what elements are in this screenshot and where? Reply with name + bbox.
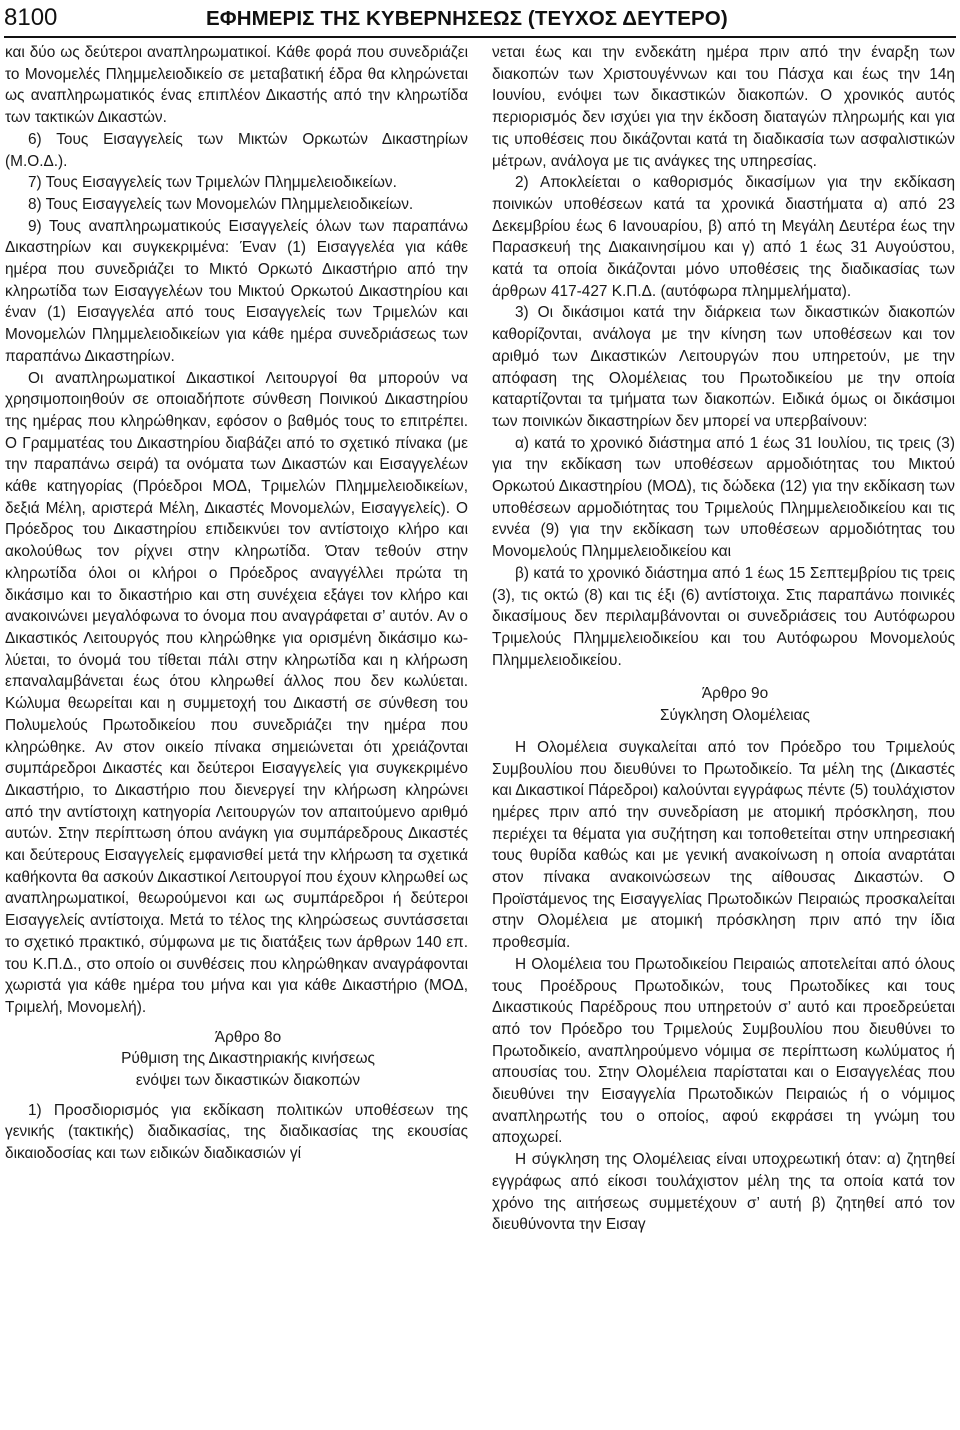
paragraph-substitute-judges: Οι αναπληρωματικοί Δικαστικοί Λειτουργοί θα μπορούν να χρησιμοποιηθούν σε οποιαδήποτε σύνθεση Ποινικού Δικαστηρίου της ημέρας που κληρώθηκαν, εφόσον ο βαθμός τους το επιτρέπει. Ο Γραμματέας του Δικαστηρίου διαβάζει από το σχετικό πίνακα (με την παραπάνω σειρά) τα ονόματα των Δικαστών και Εισαγγελέων κάθε κατηγορίας (Πρόεδροι ΜΟΔ, Τριμελών Πλημμελειοδικείων, δεξιά Μέλη, αριστερά Μέλη, Δικαστές Μονομελών, Εισαγγελείς). Ο Πρόεδρος του Δικαστηρίου επιδεικνύει τον αντίστοιχο κλήρο και ακολούθως τον ρίχνει στην κληρωτίδα. Όταν τεθούν στην κληρωτίδα όλοι οι κλήροι ο Πρόεδρος αναγγέλλει πρώτα τη δικάσιμο και το δικαστήριο και στη συνέχεια εξάγει τον κλήρο και ανακοινώνει μεγαλόφωνα το όνομα που αναγράφεται σ’ αυτόν. Αν ο Δικαστικός Λειτουργός που κληρώθηκε για ορισμένη δικάσιμο κωλύεται, το όνομά του τίθεται πάλι στην κληρωτίδα και η κλήρωση επαναλαμβάνεται έως ότου κληρωθεί άλλος που δεν κωλύεται. Κώλυμα θεωρείται και η συμμετοχή του Δικαστή σε σύνθεση του Πολυμελούς Πρωτοδικείου που συνεδριάζει την ημέρα που κληρώθηκε. Αν στον οικείο πίνακα σημειώνεται ότι χρειάζονται συμπάρεδροι Δικαστές και δεύτεροι Εισαγγελείς για συγκεκριμένο Δικαστήριο, το Δικαστήριο που διενεργεί την κλήρωση κληρώνει από την αντίστοιχη κατηγορία Λειτουργών τον απαιτούμενο αριθμό αυτών. Στην περίπτωση όπου ανάγκη για συμπάρεδρους Δικαστές και δεύτερους Εισαγγελείς εμφανισθεί μετά την κλήρωση τα σχετικά καθήκοντα θα ασκούν Δικαστικοί Λειτουργοί που έχουν κληρωθεί ως αναπληρωματικοί, θεωρούμενοι και ως συμπάρεδροι ή δεύτεροι Εισαγγελείς αντίστοιχα. Μετά το τέλος της κληρώσεως συντάσσεται το σχετικό πρακτικό, σύμφωνα με τις διατάξεις των άρθρων 140 επ. του Κ.Π.Δ., στο οποίο οι συνθέσεις που κληρώθηκαν αναγράφονται χωριστά για κάθε ημέρα του μήνα και για κάθε Δικαστήριο (ΜΟΔ, Τριμελή, Μονομελή). bbox=[5, 369, 468, 1016]
paragraph-continued: νεται έως και την ενδεκάτη ημέρα πριν από την έναρξη των διακοπών των Χριστουγέννων και του Πάσχα και έως την 14η Ιουνίου, ενόψει των δικαστικών διακοπών. Ο χρονικός αυτός περιορισμός δεν ισχύει για την έκδοση διαταγών πληρωμής και για τις υποθέσεις που δικάζονται κατά τη διαδικασία των ασφαλιστικών μέτρων, ανάλογα με τις ανάγκες της υπηρεσίας. bbox=[492, 44, 955, 170]
article-9-paragraph-2: Η Ολομέλεια του Πρωτοδικείου Πειραιώς αποτελείται από όλους τους Προέδρους Πρωτοδικών, τους Πρωτοδίκες και τους Δικαστικούς Παρέδρους που υπηρετούν σ’ αυτό και προεδρεύεται από τον Πρόεδρο του Τριμελούς Συμβουλίου που διευθύνει το Πρωτοδικείο, αναπληρούμενο νόμιμα σε περίπτωση κωλύματος ή απουσίας του. Στην Ολομέλεια παρίσταται και ο Εισαγγελέας που διευθύνει την Εισαγγελία Πρωτοδικών Πειραιώς ή ο νόμιμος αναπληρωτής του ο οποίος, αφού εκφράσει τη γνώμη του αποχωρεί. bbox=[492, 955, 955, 1147]
spacer bbox=[492, 727, 955, 737]
spacer bbox=[492, 671, 955, 683]
article-8-paragraph-3b: β) κατά το χρονικό διάστημα από 1 έως 15 Σεπτεμβρίου τις τρεις (3), τις οκτώ (8) και τις έξι (6) αντίστοιχα. Στις παραπάνω ποινικές δικασίμους δεν περιλαμβάνονται οι συνεδριάσεις του Αυτόφωρου Τριμελούς Πλημμελειοδικείου και του Αυτόφωρου Μονομελούς Πλημμελειοδικείου. bbox=[492, 564, 955, 669]
spacer bbox=[5, 1019, 468, 1027]
article-8-paragraph-2: 2) Αποκλείεται ο καθορισμός δικασίμων για την εκδίκαση ποινικών υποθέσεων κατά τα χρονικά διαστήματα α) από 23 Δεκεμβρίου έως 6 Ιανουαρίου, β) από τη Μεγάλη Δευτέρα έως την Παρασκευή της Διακαινησίμου και γ) από 1 έως 31 Αυγούστου, κατά τα οποία δικάζονται μόνο υποθέσεις της διαδικασίας των άρθρων 417-427 Κ.Π.Δ. (αυτόφωρα πλημμελήματα). bbox=[492, 174, 955, 300]
spacer bbox=[5, 1092, 468, 1100]
right-column bbox=[492, 42, 955, 1236]
list-item-8: 8) Τους Εισαγγελείς των Μονομελών Πλημμελειοδικείων. bbox=[28, 195, 414, 213]
article-9-paragraph-1: Η Ολομέλεια συγκαλείται από τον Πρόεδρο του Τριμελούς Συμβουλίου που διευθύνει το Πρωτοδικείο. Τα μέλη της (Δικαστές και Δικαστικοί Πάρεδροι) καλούνται εγγράφως πέντε (5) τουλάχιστον ημέρες πριν από την συνεδρίαση με ατομική πρόσκληση, που περιέχει τα θέματα για συζήτηση και τοποθετείται στην υπηρεσιακή τους θυρίδα καθώς και με γενική ανακοίνωση η οποία αναρτάται στον πίνακα ανακοινώσεων της αίθουσας Δικαστών. Ο Προϊστάμενος της Εισαγγελίας Πρωτοδικών Πειραιώς προσκαλείται στην Ολομέλεια με ατομική πρόσκληση πριν από την ίδια προθεσμία. bbox=[492, 738, 955, 952]
list-item-9: 9) Τους αναπληρωματικούς Εισαγγελείς όλων των παραπάνω Δικαστηρίων και συγκεκριμένα: Έναν (1) Εισαγγελέα για κάθε ημέρα που συνεδριάζει το Μικτό Ορκωτό Δικαστήριο από την κληρωτίδα των Εισαγγελέων του Μικτού Ορκωτού Δικαστηρίου και έναν (1) Εισαγγελέα από τους Εισαγγελείς των Τριμελών και Μονομελών Πλημμελειοδικείων για κάθε ημέρα συνεδριάσεως των παραπάνω Δικαστηρίων. bbox=[5, 217, 468, 365]
article-8-subtitle-line-2: ενόψει των δικαστικών διακοπών bbox=[135, 1072, 361, 1090]
page-number: 8100 bbox=[4, 4, 58, 31]
article-9-paragraph-3: Η σύγκληση της Ολομέλειας είναι υποχρεωτική όταν: α) ζητηθεί εγγράφως από είκοσι τουλάχιστον μέλη της τα οποία κατά τον χρόνο της αιτήσεως συμμετέχουν σ’ αυτή β) ζητηθεί από τον διευθύνοντα την Εισαγ bbox=[492, 1151, 955, 1234]
left-column bbox=[5, 42, 468, 1165]
article-9-title: Άρθρο 9ο bbox=[701, 685, 769, 703]
article-8-subtitle-line-1: Ρύθμιση της Δικαστηριακής κινήσεως bbox=[121, 1050, 375, 1068]
article-8-paragraph-3: 3) Οι δικάσιμοι κατά την διάρκεια των δικαστικών διακοπών καθορίζονται, ανάλογα με την κίνηση των υποθέσεων και τον αριθμό των Δικαστικών Λειτουργών που υπηρετούν, με την απόφαση της Ολομέλειας του Πρωτοδικείου με την οποία καταρτίζονται τα τμήματα των διακοπών. Ειδικά όμως οι δικάσιμοι των ποινικών δικαστηρίων δεν μπορεί να υπερβαίνουν: bbox=[492, 304, 955, 430]
article-9-subtitle: Σύγκληση Ολομέλειας bbox=[660, 707, 810, 725]
page-header bbox=[4, 2, 956, 38]
list-item-7: 7) Τους Εισαγγελείς των Τριμελών Πλημμελειοδικείων. bbox=[28, 174, 397, 192]
journal-title: ΕΦΗΜΕΡΙΣ ΤΗΣ ΚΥΒΕΡΝΗΣΕΩΣ (ΤΕΥΧΟΣ ΔΕΥΤΕΡΟ) bbox=[206, 7, 728, 30]
paragraph-continued: και δύο ως δεύτεροι αναπληρωματικοί. Κάθε φορά που συνεδριάζει το Μονομελές Πλημμελειοδικείο σε μεταβατική έδρα θα κληρώνεται ως αναπληρωματικός ένας επιπλέον Δικαστής από την κληρωτίδα των τακτικών Δικαστών. bbox=[5, 44, 468, 127]
article-8-paragraph-1: 1) Προσδιορισμός για εκδίκαση πολιτικών υποθέσεων της γενικής (τακτικής) διαδικασίας, της διαδικασίας της εκουσίας δικαιοδοσίας και των ειδικών διαδικασιών γί bbox=[5, 1101, 468, 1163]
article-8-paragraph-3a: α) κατά το χρονικό διάστημα από 1 έως 31 Ιουλίου, τις τρεις (3) για την εκδίκαση των υποθέσεων αρμοδιότητας του Μικτού Ορκωτού Δικαστηρίου (ΜΟΔ), τις δώδεκα (12) για την εκδίκαση των υποθέσεων αρμοδιότητας του Τριμελούς Πλημμελειοδικείου και τις εννέα (9) για την εκδίκαση των υποθέσεων αρμοδιότητας του Μονομελούς Πλημμελειοδικείου και bbox=[492, 434, 955, 561]
article-8-title: Άρθρο 8ο bbox=[214, 1028, 282, 1046]
list-item-6: 6) Τους Εισαγγελείς των Μικτών Ορκωτών Δικαστηρίων (Μ.Ο.Δ.). bbox=[5, 130, 468, 170]
